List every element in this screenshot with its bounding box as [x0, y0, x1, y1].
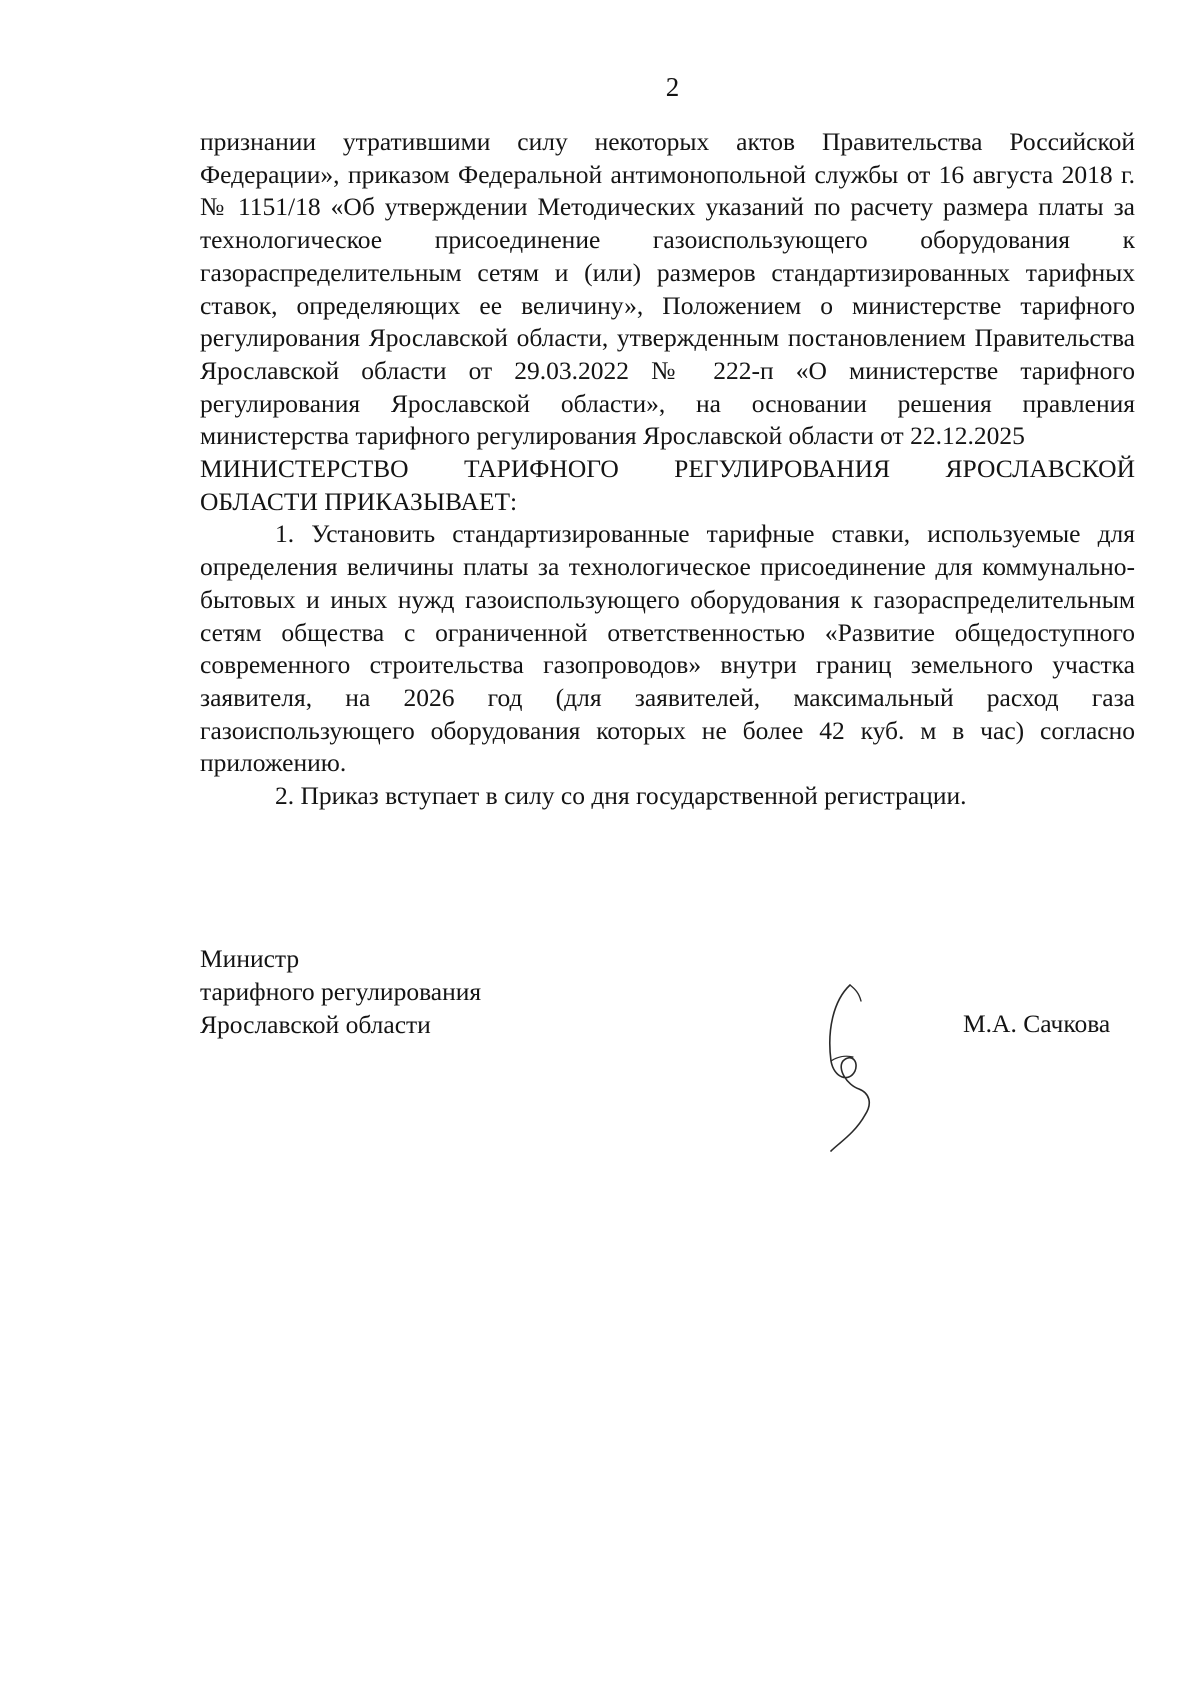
page-number: 2	[665, 72, 680, 102]
order-item-2: 2. Приказ вступает в силу со дня государственной регистрации.	[275, 781, 967, 811]
handwritten-signature	[825, 983, 905, 1153]
signatory-position-line-1: Министр	[200, 944, 300, 973]
signatory-position-line-3: Ярославской области	[200, 1010, 431, 1039]
signatory-position-line-2: тарифного регулирования	[200, 977, 482, 1006]
signatory-position	[200, 942, 481, 1041]
order-heading-line-2: ОБЛАСТИ ПРИКАЗЫВАЕТ:	[200, 486, 518, 516]
signatory-name: М.А. Сачкова	[963, 1009, 1111, 1038]
order-item-1: 1. Установить стандартизированные тарифные ставки, используемые для определения величины платы за технологическое присоединение для коммунально-бытовых и иных нужд газоиспользующего оборудования к газораспределительным сетям общества с ограниченной ответственностью «Развитие общедоступного современного строительства газопроводов» внутри границ земельного участка заявителя, на 2026 год (для заявителей, максимальный расход газа газоиспользующего оборудования которых не более 42 куб. м в час) согласно приложению.	[200, 519, 1135, 778]
document-body	[200, 126, 1135, 813]
order-heading-line-1: МИНИСТЕРСТВО ТАРИФНОГО РЕГУЛИРОВАНИЯ ЯРОСЛАВСКОЙ	[200, 454, 1135, 484]
preamble-paragraph: признании утратившими силу некоторых актов Правительства Российской Федерации», приказом Федеральной антимонопольной службы от 16 августа 2018 г. № 1151/18 «Об утверждении Методических указаний по расчету размера платы за технологическое присоединение газоиспользующего оборудования к газораспределительным сетям и (или) размеров стандартизированных тарифных ставок, определяющих ее величину», Положением о министерстве тарифного регулирования Ярославской области, утвержденным постановлением Правительства Ярославской области от 29.03.2022 № 222-п «О министерстве тарифного регулирования Ярославской области», на основании решения правления министерства тарифного регулирования Ярославской области от 22.12.2025	[200, 127, 1135, 451]
